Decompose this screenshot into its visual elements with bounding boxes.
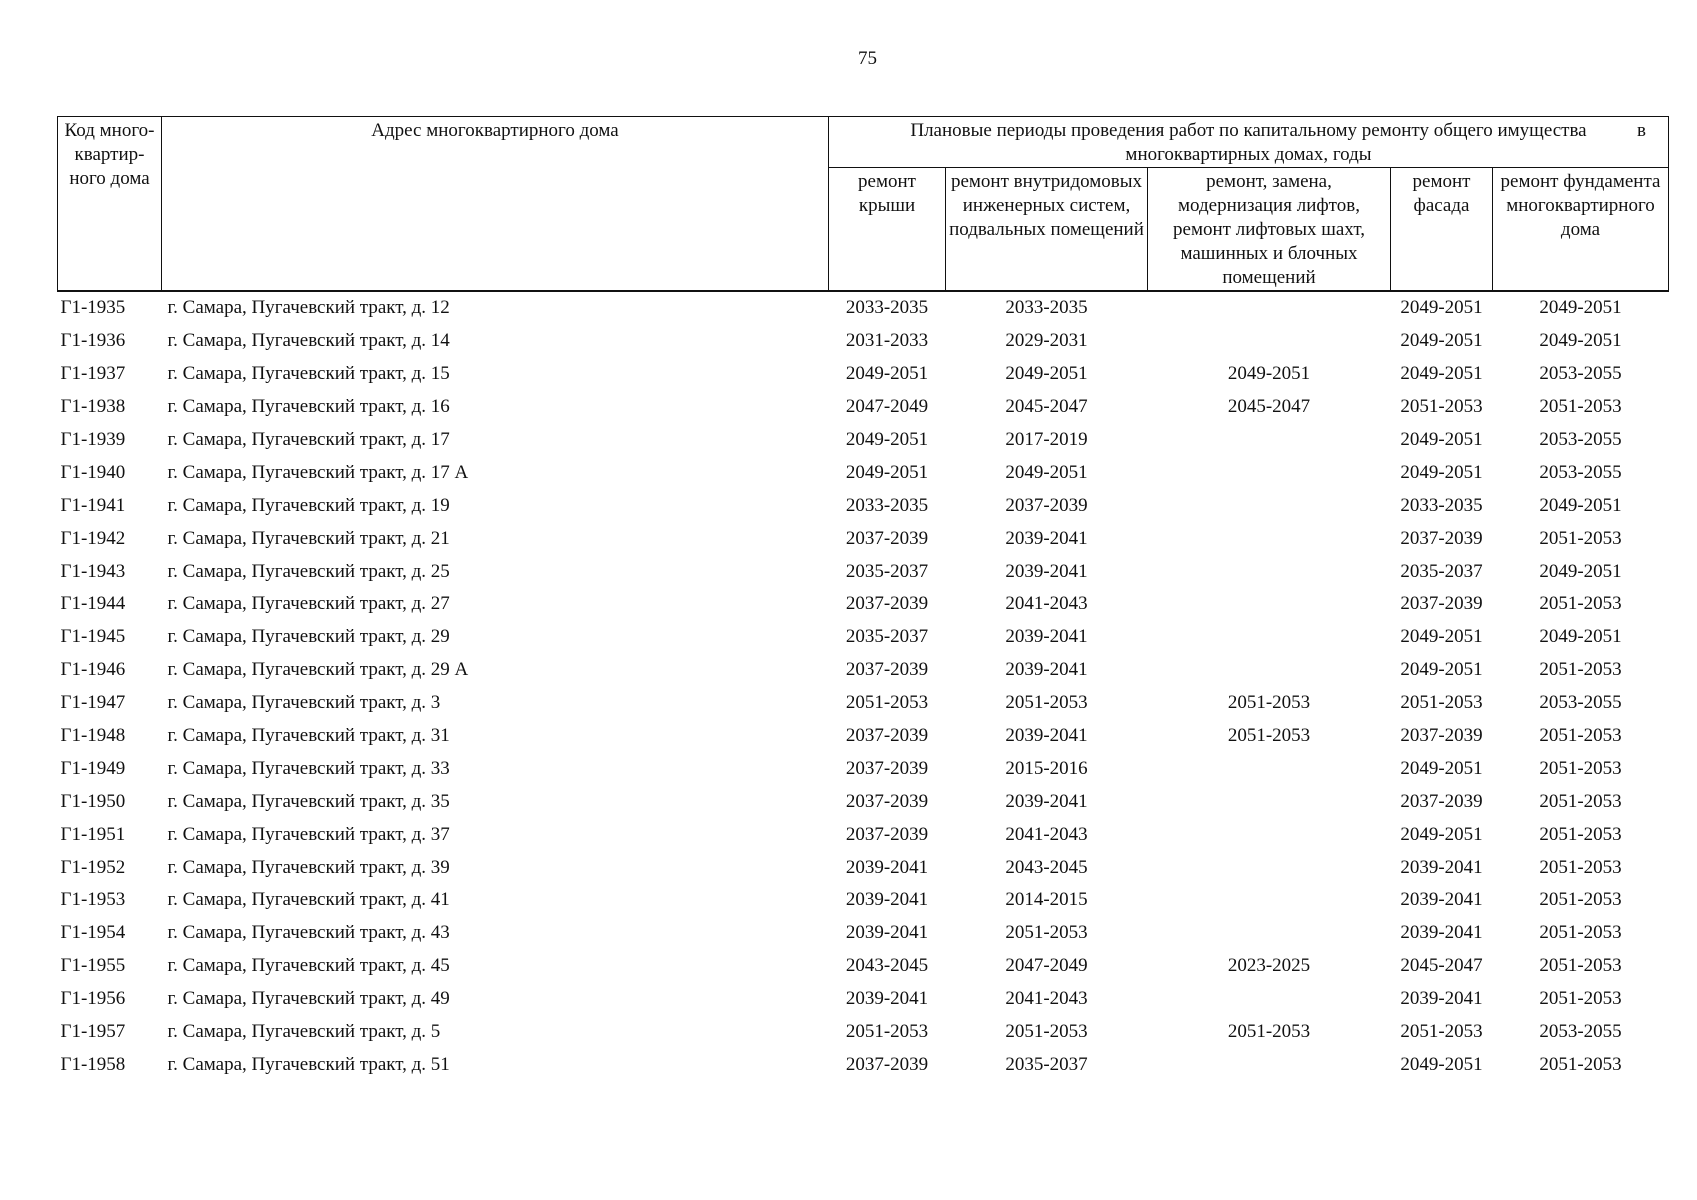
cell-engineering: 2045-2047 — [1005, 396, 1088, 418]
table-row — [58, 950, 1669, 983]
cell-facade: 2049-2051 — [1400, 363, 1483, 385]
table-row — [58, 752, 1669, 785]
table-row — [58, 818, 1669, 851]
cell-engineering: 2033-2035 — [1005, 297, 1088, 319]
cell-lifts — [1148, 424, 1391, 457]
cell-facade: 2035-2037 — [1400, 560, 1483, 582]
cell-engineering: 2039-2041 — [1005, 527, 1088, 549]
cell-lifts: 2023-2025 — [1227, 955, 1311, 977]
cell-engineering: 2047-2049 — [1005, 955, 1088, 977]
cell-lifts — [1148, 1048, 1391, 1081]
cell-address: г. Самара, Пугачевский тракт, д. 27 — [167, 593, 450, 615]
cell-code: Г1-1949 — [60, 757, 126, 779]
cell-foundation: 2051-2053 — [1539, 396, 1622, 418]
repair-schedule-table — [57, 116, 1669, 1081]
cell-facade: 2037-2039 — [1400, 725, 1483, 747]
cell-foundation: 2049-2051 — [1539, 330, 1622, 352]
cell-engineering: 2014-2015 — [1005, 889, 1088, 911]
table-row — [58, 621, 1669, 654]
cell-foundation: 2051-2053 — [1539, 725, 1622, 747]
column-header-code: Код много-квартир-ного дома — [58, 117, 162, 292]
cell-address: г. Самара, Пугачевский тракт, д. 31 — [167, 725, 450, 747]
table-row — [58, 325, 1669, 358]
column-header-lifts: ремонт, замена, модернизация лифтов, ремонт лифтовых шахт, машинных и блочных помещений — [1148, 168, 1391, 292]
cell-roof: 2033-2035 — [845, 297, 929, 319]
cell-foundation: 2051-2053 — [1539, 790, 1622, 812]
table-row — [58, 1048, 1669, 1081]
cell-address: г. Самара, Пугачевский тракт, д. 51 — [167, 1053, 450, 1075]
cell-engineering: 2041-2043 — [1005, 823, 1088, 845]
cell-facade: 2049-2051 — [1400, 297, 1483, 319]
cell-code: Г1-1953 — [60, 889, 126, 911]
cell-facade: 2049-2051 — [1400, 757, 1483, 779]
cell-code: Г1-1948 — [60, 725, 126, 747]
cell-roof: 2039-2041 — [845, 922, 929, 944]
table-row — [58, 456, 1669, 489]
cell-foundation: 2051-2053 — [1539, 856, 1622, 878]
cell-address: г. Самара, Пугачевский тракт, д. 37 — [167, 823, 450, 845]
cell-foundation: 2051-2053 — [1539, 1053, 1622, 1075]
table-row — [58, 983, 1669, 1016]
cell-lifts — [1148, 456, 1391, 489]
cell-lifts: 2045-2047 — [1227, 396, 1311, 418]
cell-address: г. Самара, Пугачевский тракт, д. 17 — [167, 429, 450, 450]
cell-facade: 2049-2051 — [1400, 461, 1483, 483]
cell-foundation: 2053-2055 — [1539, 429, 1622, 450]
cell-address: г. Самара, Пугачевский тракт, д. 12 — [167, 297, 450, 319]
cell-foundation: 2051-2053 — [1539, 527, 1622, 549]
periods-header-line2: многоквартирных домах, годы — [1125, 144, 1372, 165]
cell-code: Г1-1954 — [60, 922, 126, 944]
cell-engineering: 2051-2053 — [1005, 1021, 1088, 1043]
cell-foundation: 2049-2051 — [1539, 626, 1622, 648]
cell-foundation: 2049-2051 — [1539, 494, 1622, 516]
cell-lifts — [1148, 621, 1391, 654]
column-header-foundation: ремонт фундамента многоквартирного дома — [1493, 168, 1669, 292]
cell-facade: 2037-2039 — [1400, 527, 1483, 549]
cell-lifts — [1148, 654, 1391, 687]
cell-code: Г1-1941 — [60, 494, 126, 516]
cell-address: г. Самара, Пугачевский тракт, д. 33 — [167, 757, 450, 779]
cell-address: г. Самара, Пугачевский тракт, д. 5 — [167, 1021, 441, 1043]
cell-foundation: 2053-2055 — [1539, 363, 1622, 385]
cell-lifts — [1148, 785, 1391, 818]
cell-lifts — [1148, 752, 1391, 785]
cell-roof: 2039-2041 — [845, 889, 929, 911]
cell-code: Г1-1958 — [60, 1053, 126, 1075]
cell-foundation: 2049-2051 — [1539, 560, 1622, 582]
table-row — [58, 358, 1669, 391]
table-row — [58, 851, 1669, 884]
cell-foundation: 2053-2055 — [1539, 1021, 1622, 1043]
table-row — [58, 687, 1669, 720]
cell-facade: 2051-2053 — [1400, 692, 1483, 714]
cell-engineering: 2017-2019 — [1005, 429, 1088, 450]
cell-roof: 2039-2041 — [845, 988, 929, 1010]
cell-engineering: 2039-2041 — [1005, 659, 1088, 681]
cell-lifts — [1148, 884, 1391, 917]
table-body — [58, 291, 1669, 1081]
cell-code: Г1-1940 — [60, 461, 126, 483]
cell-code: Г1-1947 — [60, 692, 126, 714]
cell-code: Г1-1952 — [60, 856, 126, 878]
cell-foundation: 2051-2053 — [1539, 659, 1622, 681]
table-row — [58, 291, 1669, 325]
cell-facade: 2037-2039 — [1400, 790, 1483, 812]
cell-code: Г1-1950 — [60, 790, 126, 812]
cell-roof: 2037-2039 — [845, 725, 929, 747]
cell-facade: 2033-2035 — [1400, 494, 1483, 516]
table-row — [58, 489, 1669, 522]
cell-engineering: 2043-2045 — [1005, 856, 1088, 878]
cell-roof: 2037-2039 — [845, 659, 929, 681]
cell-roof: 2035-2037 — [845, 626, 929, 648]
cell-code: Г1-1956 — [60, 988, 126, 1010]
cell-engineering: 2049-2051 — [1005, 461, 1088, 483]
cell-engineering: 2037-2039 — [1005, 494, 1088, 516]
cell-engineering: 2015-2016 — [1005, 757, 1088, 779]
cell-address: г. Самара, Пугачевский тракт, д. 19 — [167, 494, 450, 516]
column-header-engineering: ремонт внутридомовых инженерных систем, подвальных помещений — [946, 168, 1148, 292]
cell-lifts — [1148, 325, 1391, 358]
cell-engineering: 2039-2041 — [1005, 560, 1088, 582]
cell-roof: 2049-2051 — [845, 461, 929, 483]
table-header — [58, 117, 1669, 292]
cell-foundation: 2051-2053 — [1539, 593, 1622, 615]
cell-address: г. Самара, Пугачевский тракт, д. 29 А — [167, 659, 469, 681]
cell-engineering: 2039-2041 — [1005, 790, 1088, 812]
cell-address: г. Самара, Пугачевский тракт, д. 17 А — [167, 461, 469, 483]
cell-address: г. Самара, Пугачевский тракт, д. 41 — [167, 889, 450, 911]
table-row — [58, 424, 1669, 457]
cell-lifts — [1148, 555, 1391, 588]
cell-address: г. Самара, Пугачевский тракт, д. 39 — [167, 856, 450, 878]
cell-roof: 2051-2053 — [845, 1021, 929, 1043]
cell-roof: 2051-2053 — [845, 692, 929, 714]
cell-roof: 2037-2039 — [845, 757, 929, 779]
column-header-roof: ремонт крыши — [829, 168, 946, 292]
cell-address: г. Самара, Пугачевский тракт, д. 29 — [167, 626, 450, 648]
cell-address: г. Самара, Пугачевский тракт, д. 43 — [167, 922, 450, 944]
column-group-header-periods — [829, 117, 1669, 168]
cell-engineering: 2041-2043 — [1005, 593, 1088, 615]
cell-code: Г1-1936 — [60, 330, 126, 352]
cell-code: Г1-1955 — [60, 955, 126, 977]
table-row — [58, 917, 1669, 950]
cell-code: Г1-1946 — [60, 659, 126, 681]
cell-lifts — [1148, 818, 1391, 851]
periods-header-line1: Плановые периоды проведения работ по капитальному ремонту общего имущества — [910, 120, 1587, 141]
cell-code: Г1-1951 — [60, 823, 126, 845]
cell-code: Г1-1938 — [60, 396, 126, 418]
cell-roof: 2049-2051 — [845, 363, 929, 385]
cell-lifts: 2051-2053 — [1227, 1021, 1311, 1043]
cell-lifts — [1148, 291, 1391, 325]
cell-foundation: 2049-2051 — [1539, 297, 1622, 319]
cell-roof: 2035-2037 — [845, 560, 929, 582]
cell-foundation: 2051-2053 — [1539, 823, 1622, 845]
cell-code: Г1-1939 — [60, 429, 126, 450]
cell-address: г. Самара, Пугачевский тракт, д. 35 — [167, 790, 450, 812]
cell-code: Г1-1944 — [60, 593, 126, 615]
cell-foundation: 2053-2055 — [1539, 692, 1622, 714]
cell-facade: 2049-2051 — [1400, 429, 1483, 450]
table-row — [58, 588, 1669, 621]
cell-lifts: 2051-2053 — [1227, 725, 1311, 747]
cell-facade: 2037-2039 — [1400, 593, 1483, 615]
column-header-facade: ремонт фасада — [1391, 168, 1493, 292]
cell-code: Г1-1945 — [60, 626, 126, 648]
cell-engineering: 2049-2051 — [1005, 363, 1088, 385]
cell-foundation: 2051-2053 — [1539, 988, 1622, 1010]
cell-facade: 2051-2053 — [1400, 396, 1483, 418]
cell-facade: 2039-2041 — [1400, 988, 1483, 1010]
cell-engineering: 2035-2037 — [1005, 1053, 1088, 1075]
cell-roof: 2039-2041 — [845, 856, 929, 878]
cell-roof: 2037-2039 — [845, 790, 929, 812]
cell-lifts — [1148, 489, 1391, 522]
cell-roof: 2043-2045 — [845, 955, 929, 977]
cell-lifts — [1148, 983, 1391, 1016]
cell-engineering: 2051-2053 — [1005, 922, 1088, 944]
cell-address: г. Самара, Пугачевский тракт, д. 25 — [167, 560, 450, 582]
cell-code: Г1-1957 — [60, 1021, 126, 1043]
cell-facade: 2049-2051 — [1400, 626, 1483, 648]
cell-facade: 2049-2051 — [1400, 1053, 1483, 1075]
cell-facade: 2049-2051 — [1400, 823, 1483, 845]
table-row — [58, 785, 1669, 818]
cell-facade: 2039-2041 — [1400, 856, 1483, 878]
cell-lifts — [1148, 522, 1391, 555]
cell-lifts: 2051-2053 — [1227, 692, 1311, 714]
cell-address: г. Самара, Пугачевский тракт, д. 45 — [167, 955, 450, 977]
table-row — [58, 522, 1669, 555]
cell-roof: 2033-2035 — [845, 494, 929, 516]
cell-code: Г1-1943 — [60, 560, 126, 582]
table-row — [58, 884, 1669, 917]
cell-foundation: 2051-2053 — [1539, 757, 1622, 779]
cell-roof: 2037-2039 — [845, 1053, 929, 1075]
table-row — [58, 391, 1669, 424]
cell-lifts — [1148, 851, 1391, 884]
table-row — [58, 720, 1669, 753]
periods-header-tail: в — [1637, 120, 1646, 141]
cell-address: г. Самара, Пугачевский тракт, д. 21 — [167, 527, 450, 549]
page-number: 75 — [858, 48, 877, 69]
cell-code: Г1-1937 — [60, 363, 126, 385]
cell-engineering: 2041-2043 — [1005, 988, 1088, 1010]
cell-lifts — [1148, 588, 1391, 621]
cell-lifts: 2049-2051 — [1227, 363, 1311, 385]
cell-address: г. Самара, Пугачевский тракт, д. 14 — [167, 330, 450, 352]
cell-code: Г1-1942 — [60, 527, 126, 549]
cell-facade: 2049-2051 — [1400, 659, 1483, 681]
cell-roof: 2037-2039 — [845, 593, 929, 615]
cell-roof: 2037-2039 — [845, 823, 929, 845]
cell-engineering: 2029-2031 — [1005, 330, 1088, 352]
table-row — [58, 555, 1669, 588]
cell-facade: 2045-2047 — [1400, 955, 1483, 977]
cell-foundation: 2051-2053 — [1539, 889, 1622, 911]
cell-lifts — [1148, 917, 1391, 950]
cell-facade: 2039-2041 — [1400, 889, 1483, 911]
cell-engineering: 2039-2041 — [1005, 626, 1088, 648]
cell-roof: 2049-2051 — [845, 429, 929, 450]
cell-facade: 2039-2041 — [1400, 922, 1483, 944]
cell-facade: 2049-2051 — [1400, 330, 1483, 352]
cell-roof: 2037-2039 — [845, 527, 929, 549]
table-row — [58, 1016, 1669, 1049]
cell-code: Г1-1935 — [60, 297, 126, 319]
cell-roof: 2031-2033 — [845, 330, 929, 352]
cell-facade: 2051-2053 — [1400, 1021, 1483, 1043]
cell-foundation: 2051-2053 — [1539, 922, 1622, 944]
cell-address: г. Самара, Пугачевский тракт, д. 3 — [167, 692, 441, 714]
cell-address: г. Самара, Пугачевский тракт, д. 49 — [167, 988, 450, 1010]
cell-roof: 2047-2049 — [845, 396, 929, 418]
cell-foundation: 2051-2053 — [1539, 955, 1622, 977]
cell-foundation: 2053-2055 — [1539, 461, 1622, 483]
column-header-address: Адрес многоквартирного дома — [162, 117, 829, 292]
cell-address: г. Самара, Пугачевский тракт, д. 15 — [167, 363, 450, 385]
cell-address: г. Самара, Пугачевский тракт, д. 16 — [167, 396, 450, 418]
cell-engineering: 2051-2053 — [1005, 692, 1088, 714]
table-row — [58, 654, 1669, 687]
cell-engineering: 2039-2041 — [1005, 725, 1088, 747]
